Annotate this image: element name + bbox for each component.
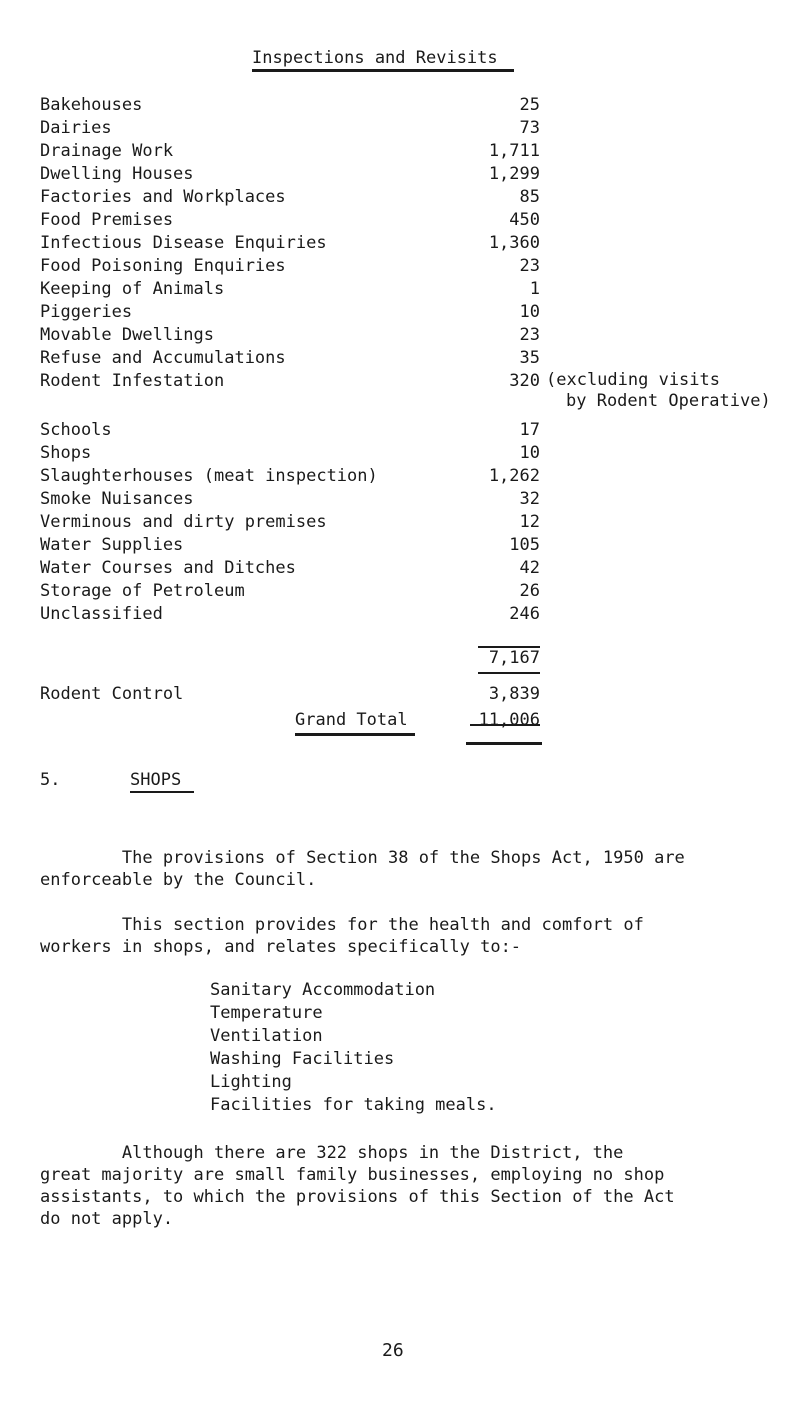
section-title: SHOPS	[130, 770, 182, 790]
grand-total-label: Grand Total	[295, 710, 408, 730]
table-row-label: Movable Dwellings	[40, 325, 214, 345]
table-row-value: 32	[519, 489, 540, 509]
paragraph-1-line-2: enforceable by the Council.	[40, 870, 317, 890]
table-row-value: 23	[519, 256, 540, 276]
grand-total-double-rule	[466, 742, 542, 745]
table-row-label: Drainage Work	[40, 141, 174, 161]
table-row-value: 12	[519, 512, 540, 532]
list-item: Washing Facilities	[210, 1049, 395, 1069]
rodent-note-line-2: by Rodent Operative)	[566, 391, 771, 411]
table-row-value: 73	[519, 118, 540, 138]
table-row-label: Keeping of Animals	[40, 279, 225, 299]
table-row-value: 105	[509, 535, 540, 555]
subtotal-value: 7,167	[488, 648, 540, 668]
table-row-value: 450	[509, 210, 540, 230]
table-row-label: Water Supplies	[40, 535, 184, 555]
table-row-value: 42	[519, 558, 540, 578]
table-row-label: Factories and Workplaces	[40, 187, 286, 207]
grand-total-underline	[295, 733, 415, 736]
table-row-label: Bakehouses	[40, 95, 143, 115]
table-row-value: 1,360	[488, 233, 540, 253]
table-row-value: 26	[519, 581, 540, 601]
list-item: Facilities for taking meals.	[210, 1095, 497, 1115]
table-row-label: Rodent Infestation	[40, 371, 225, 391]
list-item: Temperature	[210, 1003, 323, 1023]
table-row-label: Refuse and Accumulations	[40, 348, 286, 368]
table-row-value: 1,262	[488, 466, 540, 486]
table-row-label: Smoke Nuisances	[40, 489, 194, 509]
table-row-label: Slaughterhouses (meat inspection)	[40, 466, 378, 486]
title-underline	[252, 69, 514, 72]
table-row-label: Water Courses and Ditches	[40, 558, 296, 578]
table-row-value: 1,711	[488, 141, 540, 161]
table-row-value: 1	[529, 279, 540, 299]
table-row-label: Food Poisoning Enquiries	[40, 256, 286, 276]
table-row-label: Piggeries	[40, 302, 133, 322]
table-row-label: Storage of Petroleum	[40, 581, 245, 601]
rodent-note-line-1: (excluding visits	[546, 370, 720, 390]
page-number: 26	[382, 1340, 404, 1361]
table-row-value: 85	[519, 187, 540, 207]
table-row-value: 10	[519, 443, 540, 463]
table-row-label: Dwelling Houses	[40, 164, 194, 184]
table-row-value: 246	[509, 604, 540, 624]
grand-total-value: 11,006	[478, 710, 540, 730]
rodent-control-value: 3,839	[488, 684, 540, 704]
table-row-value: 35	[519, 348, 540, 368]
table-row-label: Dairies	[40, 118, 112, 138]
paragraph-3-line-2: great majority are small family businesses, employing no shop	[40, 1165, 665, 1185]
table-row-value: 25	[519, 95, 540, 115]
table-row-label: Unclassified	[40, 604, 163, 624]
rodent-control-label: Rodent Control	[40, 684, 184, 704]
table-row-label: Schools	[40, 420, 112, 440]
table-row-label: Infectious Disease Enquiries	[40, 233, 327, 253]
table-row-value: 23	[519, 325, 540, 345]
table-row-value: 320	[509, 371, 540, 391]
paragraph-3-line-3: assistants, to which the provisions of this Section of the Act	[40, 1187, 675, 1207]
page-title: Inspections and Revisits	[252, 48, 498, 68]
table-row-value: 10	[519, 302, 540, 322]
list-item: Ventilation	[210, 1026, 323, 1046]
table-row-value: 17	[519, 420, 540, 440]
paragraph-2-line-2: workers in shops, and relates specifically to:-	[40, 937, 522, 957]
paragraph-3-line-1: Although there are 322 shops in the District, the	[40, 1143, 624, 1163]
list-item: Sanitary Accommodation	[210, 980, 436, 1000]
list-item: Lighting	[210, 1072, 292, 1092]
subtotal-underline	[478, 672, 540, 674]
paragraph-3-line-4: do not apply.	[40, 1209, 174, 1229]
table-row-label: Verminous and dirty premises	[40, 512, 327, 532]
section-title-underline	[130, 791, 194, 793]
section-heading	[40, 770, 181, 790]
table-row-label: Shops	[40, 443, 92, 463]
paragraph-1-line-1: The provisions of Section 38 of the Shops Act, 1950 are	[40, 848, 685, 868]
table-row-label: Food Premises	[40, 210, 174, 230]
section-number: 5.	[40, 770, 61, 790]
table-row-value: 1,299	[488, 164, 540, 184]
paragraph-2-line-1: This section provides for the health and comfort of	[40, 915, 644, 935]
